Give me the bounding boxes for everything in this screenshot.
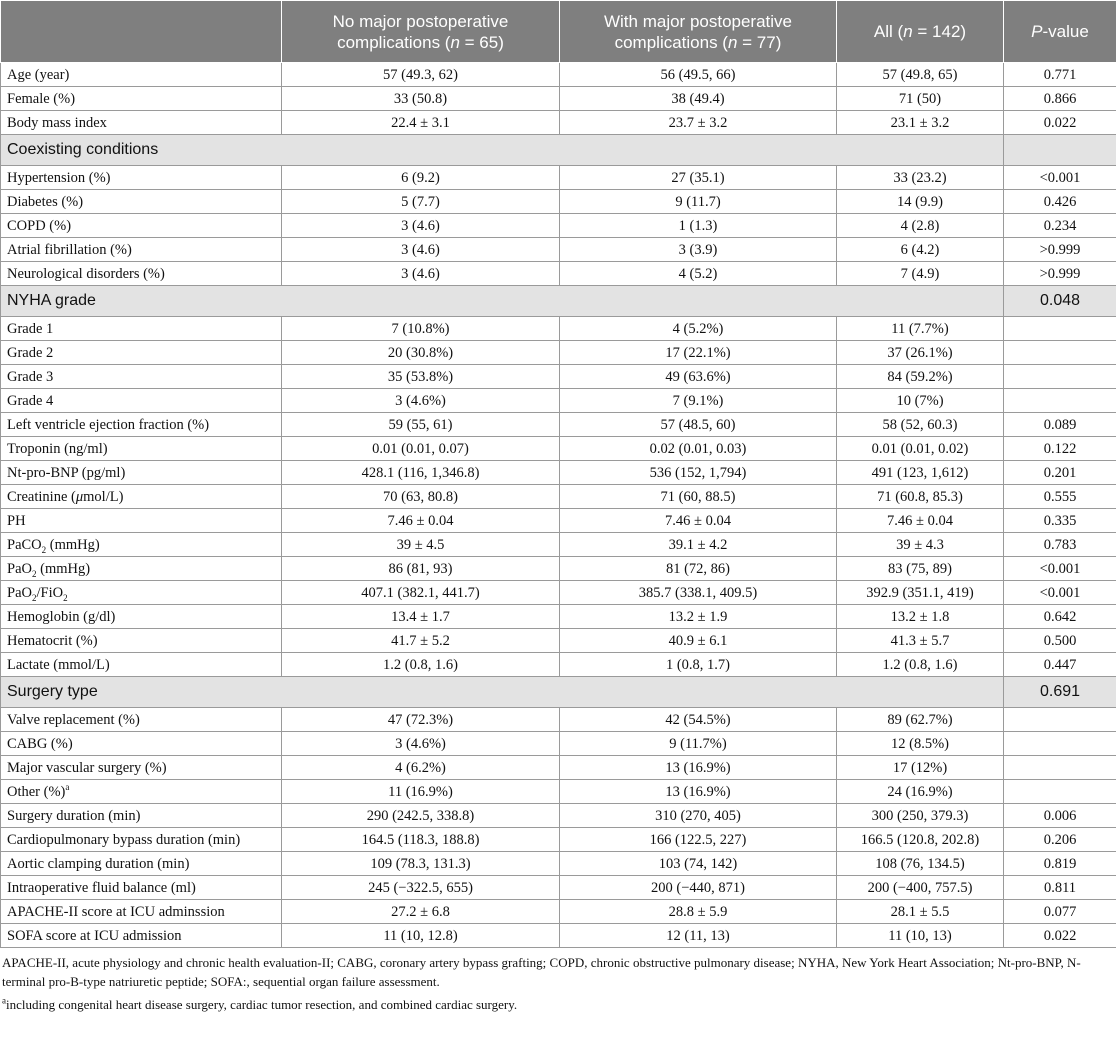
row-label: Age (year): [1, 63, 282, 87]
cell-with-complications: 13 (16.9%): [560, 780, 837, 804]
row-label: Female (%): [1, 87, 282, 111]
cell-with-complications: 71 (60, 88.5): [560, 485, 837, 509]
cell-no-complications: 407.1 (382.1, 441.7): [282, 581, 560, 605]
cell-all: 58 (52, 60.3): [837, 413, 1004, 437]
cell-p-value: >0.999: [1004, 238, 1116, 262]
cell-p-value: 0.077: [1004, 900, 1116, 924]
header-p-value: P-value: [1004, 1, 1116, 63]
row-label: SOFA score at ICU admission: [1, 924, 282, 948]
table-row: [1, 190, 1116, 214]
table-row: [1, 238, 1116, 262]
cell-no-complications: 35 (53.8%): [282, 365, 560, 389]
cell-p-value: [1004, 708, 1116, 732]
cell-p-value: <0.001: [1004, 581, 1116, 605]
section-row: [1, 135, 1116, 166]
cell-no-complications: 11 (16.9%): [282, 780, 560, 804]
section-label: Surgery type: [1, 677, 1004, 708]
cell-all: 166.5 (120.8, 202.8): [837, 828, 1004, 852]
cell-p-value: 0.201: [1004, 461, 1116, 485]
table-row: [1, 413, 1116, 437]
row-label: PaCO$_2$ (mmHg): [1, 533, 282, 557]
cell-no-complications: 3 (4.6): [282, 214, 560, 238]
section-label: Coexisting conditions: [1, 135, 1004, 166]
cell-p-value: [1004, 732, 1116, 756]
row-label: Grade 4: [1, 389, 282, 413]
table-row: [1, 629, 1116, 653]
cell-all: 10 (7%): [837, 389, 1004, 413]
cell-no-complications: 5 (7.7): [282, 190, 560, 214]
row-label: APACHE-II score at ICU adminssion: [1, 900, 282, 924]
cell-with-complications: 13.2 ± 1.9: [560, 605, 837, 629]
cell-with-complications: 536 (152, 1,794): [560, 461, 837, 485]
cell-with-complications: 1 (1.3): [560, 214, 837, 238]
row-label: Grade 2: [1, 341, 282, 365]
cell-with-complications: 9 (11.7): [560, 190, 837, 214]
cell-p-value: [1004, 780, 1116, 804]
cell-no-complications: 13.4 ± 1.7: [282, 605, 560, 629]
cell-with-complications: 200 (−440, 871): [560, 876, 837, 900]
cell-all: 17 (12%): [837, 756, 1004, 780]
cell-all: 84 (59.2%): [837, 365, 1004, 389]
table-row: [1, 780, 1116, 804]
cell-p-value: 0.642: [1004, 605, 1116, 629]
cell-no-complications: 20 (30.8%): [282, 341, 560, 365]
cell-p-value: >0.999: [1004, 262, 1116, 286]
cell-all: 41.3 ± 5.7: [837, 629, 1004, 653]
cell-with-complications: 56 (49.5, 66): [560, 63, 837, 87]
table-row: [1, 87, 1116, 111]
cell-all: 0.01 (0.01, 0.02): [837, 437, 1004, 461]
cell-with-complications: 40.9 ± 6.1: [560, 629, 837, 653]
cell-all: 14 (9.9): [837, 190, 1004, 214]
cell-no-complications: 22.4 ± 3.1: [282, 111, 560, 135]
row-label: Hemoglobin (g/dl): [1, 605, 282, 629]
cell-no-complications: 7.46 ± 0.04: [282, 509, 560, 533]
row-label: Creatinine (μmol/L): [1, 485, 282, 509]
row-label: Valve replacement (%): [1, 708, 282, 732]
cell-with-complications: 49 (63.6%): [560, 365, 837, 389]
row-label: Major vascular surgery (%): [1, 756, 282, 780]
section-p-value: 0.691: [1004, 677, 1116, 708]
cell-all: 71 (50): [837, 87, 1004, 111]
header-no-complications: No major postoperative complications (n = 65): [282, 1, 560, 63]
cell-all: 33 (23.2): [837, 166, 1004, 190]
cell-all: 491 (123, 1,612): [837, 461, 1004, 485]
cell-all: 4 (2.8): [837, 214, 1004, 238]
cell-no-complications: 70 (63, 80.8): [282, 485, 560, 509]
cell-p-value: [1004, 389, 1116, 413]
table-row: [1, 605, 1116, 629]
table-row: [1, 63, 1116, 87]
abbreviations-note: APACHE-II, acute physiology and chronic health evaluation-II; CABG, coronary artery bypass grafting; COPD, chronic obstructive pulmonary disease; NYHA, New York Heart Association; Nt-pro-BNP, N-terminal pro-B-type natriuretic peptide; SOFA:, sequential organ failure assessment.: [2, 955, 1081, 989]
cell-with-complications: 385.7 (338.1, 409.5): [560, 581, 837, 605]
table-row: [1, 485, 1116, 509]
cell-no-complications: 245 (−322.5, 655): [282, 876, 560, 900]
cell-all: 71 (60.8, 85.3): [837, 485, 1004, 509]
cell-with-complications: 1 (0.8, 1.7): [560, 653, 837, 677]
cell-all: 89 (62.7%): [837, 708, 1004, 732]
cell-no-complications: 7 (10.8%): [282, 317, 560, 341]
table-row: [1, 509, 1116, 533]
table-row: [1, 317, 1116, 341]
row-label: Left ventricle ejection fraction (%): [1, 413, 282, 437]
row-label: Nt-pro-BNP (pg/ml): [1, 461, 282, 485]
cell-with-complications: 3 (3.9): [560, 238, 837, 262]
table-row: [1, 876, 1116, 900]
cell-no-complications: 6 (9.2): [282, 166, 560, 190]
table-row: [1, 389, 1116, 413]
cell-all: 11 (7.7%): [837, 317, 1004, 341]
table-row: [1, 900, 1116, 924]
row-label: Lactate (mmol/L): [1, 653, 282, 677]
header-all: All (n = 142): [837, 1, 1004, 63]
cell-all: 108 (76, 134.5): [837, 852, 1004, 876]
cell-no-complications: 33 (50.8): [282, 87, 560, 111]
cell-with-complications: 42 (54.5%): [560, 708, 837, 732]
cell-p-value: 0.426: [1004, 190, 1116, 214]
cell-all: 24 (16.9%): [837, 780, 1004, 804]
row-label: Atrial fibrillation (%): [1, 238, 282, 262]
cell-no-complications: 428.1 (116, 1,346.8): [282, 461, 560, 485]
table-row: [1, 214, 1116, 238]
cell-with-complications: 27 (35.1): [560, 166, 837, 190]
cell-no-complications: 59 (55, 61): [282, 413, 560, 437]
cell-no-complications: 3 (4.6): [282, 262, 560, 286]
cell-all: 7 (4.9): [837, 262, 1004, 286]
cell-no-complications: 3 (4.6): [282, 238, 560, 262]
table-header: [1, 1, 1116, 63]
cell-p-value: 0.022: [1004, 111, 1116, 135]
table-row: [1, 557, 1116, 581]
cell-all: 392.9 (351.1, 419): [837, 581, 1004, 605]
section-p-value: 0.048: [1004, 286, 1116, 317]
cell-all: 200 (−400, 757.5): [837, 876, 1004, 900]
cell-all: 12 (8.5%): [837, 732, 1004, 756]
cell-p-value: [1004, 317, 1116, 341]
row-label: Intraoperative fluid balance (ml): [1, 876, 282, 900]
cell-with-complications: 103 (74, 142): [560, 852, 837, 876]
table-row: [1, 732, 1116, 756]
cell-with-complications: 310 (270, 405): [560, 804, 837, 828]
table-row: [1, 341, 1116, 365]
cell-no-complications: 41.7 ± 5.2: [282, 629, 560, 653]
cell-p-value: 0.555: [1004, 485, 1116, 509]
section-row: [1, 286, 1116, 317]
cell-p-value: 0.335: [1004, 509, 1116, 533]
table-row: [1, 365, 1116, 389]
row-label: Troponin (ng/ml): [1, 437, 282, 461]
cell-no-complications: 86 (81, 93): [282, 557, 560, 581]
header-row: [1, 1, 1116, 63]
row-label: Other (%)$^a$: [1, 780, 282, 804]
cell-p-value: 0.811: [1004, 876, 1116, 900]
table-row: [1, 437, 1116, 461]
cell-all: 83 (75, 89): [837, 557, 1004, 581]
cell-with-complications: 7 (9.1%): [560, 389, 837, 413]
cell-no-complications: 11 (10, 12.8): [282, 924, 560, 948]
cell-p-value: 0.447: [1004, 653, 1116, 677]
table-row: [1, 111, 1116, 135]
table-row: [1, 708, 1116, 732]
cell-p-value: [1004, 365, 1116, 389]
cell-with-complications: 57 (48.5, 60): [560, 413, 837, 437]
cell-p-value: 0.234: [1004, 214, 1116, 238]
table-row: [1, 166, 1116, 190]
cell-p-value: 0.006: [1004, 804, 1116, 828]
cell-with-complications: 0.02 (0.01, 0.03): [560, 437, 837, 461]
cell-with-complications: 7.46 ± 0.04: [560, 509, 837, 533]
footnotes: [2, 953, 1112, 1014]
cell-p-value: [1004, 341, 1116, 365]
cell-with-complications: 166 (122.5, 227): [560, 828, 837, 852]
cell-no-complications: 27.2 ± 6.8: [282, 900, 560, 924]
table-row: [1, 828, 1116, 852]
row-label: Aortic clamping duration (min): [1, 852, 282, 876]
cell-p-value: <0.001: [1004, 557, 1116, 581]
table-row: [1, 804, 1116, 828]
cell-all: 37 (26.1%): [837, 341, 1004, 365]
cell-p-value: 0.771: [1004, 63, 1116, 87]
cell-with-complications: 13 (16.9%): [560, 756, 837, 780]
cell-no-complications: 290 (242.5, 338.8): [282, 804, 560, 828]
cell-no-complications: 47 (72.3%): [282, 708, 560, 732]
row-label: Body mass index: [1, 111, 282, 135]
row-label: CABG (%): [1, 732, 282, 756]
table-row: [1, 262, 1116, 286]
table-row: [1, 461, 1116, 485]
superscript-note: $^a$including congenital heart disease surgery, cardiac tumor resection, and combined cardiac surgery.: [2, 995, 518, 1012]
table-body: [1, 63, 1116, 948]
section-row: [1, 677, 1116, 708]
cell-all: 300 (250, 379.3): [837, 804, 1004, 828]
cell-p-value: 0.022: [1004, 924, 1116, 948]
row-label: Surgery duration (min): [1, 804, 282, 828]
cell-no-complications: 164.5 (118.3, 188.8): [282, 828, 560, 852]
cell-with-complications: 17 (22.1%): [560, 341, 837, 365]
row-label: Hypertension (%): [1, 166, 282, 190]
cell-no-complications: 57 (49.3, 62): [282, 63, 560, 87]
row-label: Grade 1: [1, 317, 282, 341]
row-label: Diabetes (%): [1, 190, 282, 214]
cell-with-complications: 39.1 ± 4.2: [560, 533, 837, 557]
row-label: PH: [1, 509, 282, 533]
row-label: PaO$_2$/FiO$_2$: [1, 581, 282, 605]
cell-p-value: 0.819: [1004, 852, 1116, 876]
cell-with-complications: 4 (5.2): [560, 262, 837, 286]
cell-no-complications: 3 (4.6%): [282, 389, 560, 413]
cell-with-complications: 81 (72, 86): [560, 557, 837, 581]
cell-all: 23.1 ± 3.2: [837, 111, 1004, 135]
table-row: [1, 533, 1116, 557]
cell-with-complications: 9 (11.7%): [560, 732, 837, 756]
cell-all: 28.1 ± 5.5: [837, 900, 1004, 924]
cell-p-value: 0.866: [1004, 87, 1116, 111]
cell-all: 11 (10, 13): [837, 924, 1004, 948]
cell-with-complications: 28.8 ± 5.9: [560, 900, 837, 924]
header-with-complications: With major postoperative complications (n = 77): [560, 1, 837, 63]
cell-all: 39 ± 4.3: [837, 533, 1004, 557]
row-label: Grade 3: [1, 365, 282, 389]
cell-all: 13.2 ± 1.8: [837, 605, 1004, 629]
cell-no-complications: 4 (6.2%): [282, 756, 560, 780]
row-label: Neurological disorders (%): [1, 262, 282, 286]
cell-no-complications: 109 (78.3, 131.3): [282, 852, 560, 876]
cell-all: 7.46 ± 0.04: [837, 509, 1004, 533]
cell-with-complications: 12 (11, 13): [560, 924, 837, 948]
cell-all: 6 (4.2): [837, 238, 1004, 262]
cell-all: 1.2 (0.8, 1.6): [837, 653, 1004, 677]
cell-with-complications: 38 (49.4): [560, 87, 837, 111]
cell-p-value: 0.500: [1004, 629, 1116, 653]
cell-no-complications: 39 ± 4.5: [282, 533, 560, 557]
cell-all: 57 (49.8, 65): [837, 63, 1004, 87]
table-row: [1, 756, 1116, 780]
cell-no-complications: 3 (4.6%): [282, 732, 560, 756]
cell-p-value: 0.089: [1004, 413, 1116, 437]
cell-p-value: 0.783: [1004, 533, 1116, 557]
table-row: [1, 924, 1116, 948]
row-label: PaO$_2$ (mmHg): [1, 557, 282, 581]
cell-p-value: 0.122: [1004, 437, 1116, 461]
table-row: [1, 581, 1116, 605]
row-label: Cardiopulmonary bypass duration (min): [1, 828, 282, 852]
row-label: Hematocrit (%): [1, 629, 282, 653]
cell-p-value: [1004, 756, 1116, 780]
header-empty: [1, 1, 282, 63]
cell-with-complications: 23.7 ± 3.2: [560, 111, 837, 135]
table-row: [1, 653, 1116, 677]
cell-no-complications: 0.01 (0.01, 0.07): [282, 437, 560, 461]
cell-no-complications: 1.2 (0.8, 1.6): [282, 653, 560, 677]
section-label: NYHA grade: [1, 286, 1004, 317]
table-row: [1, 852, 1116, 876]
cell-p-value: 0.206: [1004, 828, 1116, 852]
section-p-value: [1004, 135, 1116, 166]
cell-with-complications: 4 (5.2%): [560, 317, 837, 341]
cell-p-value: <0.001: [1004, 166, 1116, 190]
row-label: COPD (%): [1, 214, 282, 238]
